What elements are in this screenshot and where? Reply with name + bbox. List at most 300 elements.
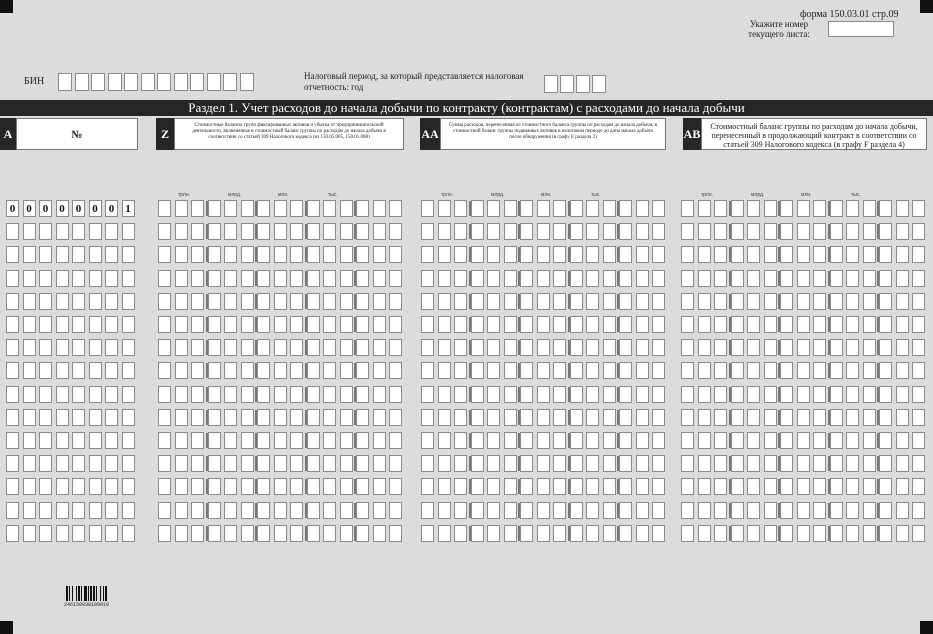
row-number-cell[interactable] [72, 362, 85, 379]
amount-cell-aa[interactable] [487, 293, 500, 310]
amount-cell-ab[interactable] [846, 502, 859, 519]
amount-cell-aa[interactable] [537, 270, 550, 287]
amount-cell-ab[interactable] [698, 223, 711, 240]
row-number-cell[interactable] [89, 455, 102, 472]
amount-cell-aa[interactable] [652, 339, 665, 356]
amount-cell-z[interactable] [241, 409, 254, 426]
amount-cell-aa[interactable] [603, 386, 616, 403]
amount-cell-aa[interactable] [537, 362, 550, 379]
amount-cell-aa[interactable] [570, 200, 583, 217]
amount-cell-ab[interactable] [797, 200, 810, 217]
row-number-cell[interactable] [105, 455, 118, 472]
amount-cell-z[interactable] [158, 409, 171, 426]
amount-cell-aa[interactable] [421, 362, 434, 379]
amount-cell-aa[interactable] [421, 432, 434, 449]
amount-cell-z[interactable] [307, 316, 320, 333]
amount-cell-ab[interactable] [813, 432, 826, 449]
amount-cell-aa[interactable] [636, 362, 649, 379]
amount-cell-aa[interactable] [487, 223, 500, 240]
amount-cell-ab[interactable] [863, 316, 876, 333]
amount-cell-ab[interactable] [698, 200, 711, 217]
amount-cell-z[interactable] [257, 386, 270, 403]
amount-cell-z[interactable] [356, 432, 369, 449]
amount-cell-aa[interactable] [454, 362, 467, 379]
amount-cell-z[interactable] [356, 362, 369, 379]
amount-cell-ab[interactable] [813, 455, 826, 472]
amount-cell-ab[interactable] [698, 339, 711, 356]
amount-cell-ab[interactable] [747, 246, 760, 263]
amount-cell-ab[interactable] [780, 270, 793, 287]
amount-cell-z[interactable] [274, 362, 287, 379]
amount-cell-z[interactable] [323, 316, 336, 333]
amount-cell-aa[interactable] [454, 478, 467, 495]
amount-cell-z[interactable] [274, 455, 287, 472]
row-number-cell[interactable] [23, 525, 36, 542]
amount-cell-ab[interactable] [896, 270, 909, 287]
amount-cell-z[interactable] [241, 316, 254, 333]
amount-cell-ab[interactable] [780, 409, 793, 426]
amount-cell-ab[interactable] [846, 316, 859, 333]
amount-cell-aa[interactable] [636, 293, 649, 310]
amount-cell-aa[interactable] [504, 502, 517, 519]
amount-cell-ab[interactable] [764, 362, 777, 379]
amount-cell-ab[interactable] [797, 478, 810, 495]
amount-cell-z[interactable] [191, 270, 204, 287]
amount-cell-z[interactable] [274, 478, 287, 495]
amount-cell-z[interactable] [224, 293, 237, 310]
amount-cell-z[interactable] [307, 339, 320, 356]
amount-cell-z[interactable] [389, 293, 402, 310]
row-number-cell[interactable] [105, 432, 118, 449]
amount-cell-ab[interactable] [764, 525, 777, 542]
amount-cell-aa[interactable] [471, 316, 484, 333]
amount-cell-z[interactable] [373, 339, 386, 356]
amount-cell-z[interactable] [257, 293, 270, 310]
row-number-cell[interactable] [72, 525, 85, 542]
amount-cell-z[interactable] [373, 223, 386, 240]
amount-cell-z[interactable] [323, 200, 336, 217]
amount-cell-ab[interactable] [764, 316, 777, 333]
amount-cell-aa[interactable] [487, 502, 500, 519]
amount-cell-aa[interactable] [603, 525, 616, 542]
amount-cell-ab[interactable] [830, 478, 843, 495]
page-number-field[interactable] [828, 21, 894, 37]
amount-cell-ab[interactable] [830, 293, 843, 310]
amount-cell-ab[interactable] [912, 270, 925, 287]
row-number-cell[interactable] [122, 478, 135, 495]
amount-cell-ab[interactable] [681, 455, 694, 472]
amount-cell-aa[interactable] [553, 432, 566, 449]
row-number-cell[interactable] [105, 246, 118, 263]
amount-cell-z[interactable] [389, 455, 402, 472]
amount-cell-aa[interactable] [454, 270, 467, 287]
amount-cell-aa[interactable] [652, 293, 665, 310]
amount-cell-ab[interactable] [714, 293, 727, 310]
amount-cell-ab[interactable] [830, 200, 843, 217]
amount-cell-aa[interactable] [603, 200, 616, 217]
amount-cell-z[interactable] [340, 316, 353, 333]
amount-cell-aa[interactable] [438, 362, 451, 379]
amount-cell-z[interactable] [175, 293, 188, 310]
amount-cell-ab[interactable] [714, 525, 727, 542]
row-number-cell[interactable] [23, 270, 36, 287]
amount-cell-ab[interactable] [731, 525, 744, 542]
amount-cell-z[interactable] [389, 316, 402, 333]
amount-cell-aa[interactable] [570, 223, 583, 240]
amount-cell-ab[interactable] [698, 386, 711, 403]
amount-cell-z[interactable] [175, 386, 188, 403]
amount-cell-ab[interactable] [896, 200, 909, 217]
amount-cell-ab[interactable] [912, 409, 925, 426]
amount-cell-z[interactable] [389, 200, 402, 217]
amount-cell-aa[interactable] [520, 223, 533, 240]
amount-cell-z[interactable] [175, 455, 188, 472]
amount-cell-ab[interactable] [780, 223, 793, 240]
amount-cell-aa[interactable] [636, 455, 649, 472]
amount-cell-aa[interactable] [537, 200, 550, 217]
amount-cell-aa[interactable] [471, 270, 484, 287]
amount-cell-z[interactable] [175, 502, 188, 519]
amount-cell-aa[interactable] [553, 386, 566, 403]
amount-cell-ab[interactable] [896, 386, 909, 403]
amount-cell-z[interactable] [307, 246, 320, 263]
amount-cell-aa[interactable] [619, 339, 632, 356]
amount-cell-ab[interactable] [813, 246, 826, 263]
amount-cell-aa[interactable] [421, 478, 434, 495]
amount-cell-z[interactable] [290, 455, 303, 472]
amount-cell-z[interactable] [290, 386, 303, 403]
row-number-cell[interactable] [105, 316, 118, 333]
amount-cell-z[interactable] [323, 339, 336, 356]
amount-cell-ab[interactable] [879, 478, 892, 495]
amount-cell-z[interactable] [241, 200, 254, 217]
amount-cell-ab[interactable] [879, 223, 892, 240]
amount-cell-aa[interactable] [487, 339, 500, 356]
row-number-cell[interactable] [56, 362, 69, 379]
bin-digit-cell[interactable] [207, 73, 221, 91]
bin-digit-cell[interactable] [157, 73, 171, 91]
amount-cell-aa[interactable] [636, 386, 649, 403]
amount-cell-z[interactable] [224, 525, 237, 542]
amount-cell-z[interactable] [290, 362, 303, 379]
amount-cell-ab[interactable] [764, 246, 777, 263]
row-number-cell[interactable] [105, 223, 118, 240]
amount-cell-z[interactable] [191, 339, 204, 356]
amount-cell-z[interactable] [356, 455, 369, 472]
amount-cell-ab[interactable] [764, 293, 777, 310]
row-number-cell[interactable] [39, 293, 52, 310]
row-number-cell[interactable] [39, 223, 52, 240]
amount-cell-z[interactable] [340, 386, 353, 403]
amount-cell-z[interactable] [241, 362, 254, 379]
amount-cell-ab[interactable] [797, 246, 810, 263]
amount-cell-z[interactable] [356, 316, 369, 333]
amount-cell-ab[interactable] [698, 246, 711, 263]
amount-cell-aa[interactable] [636, 223, 649, 240]
amount-cell-ab[interactable] [731, 478, 744, 495]
row-number-cell[interactable] [56, 270, 69, 287]
amount-cell-ab[interactable] [830, 455, 843, 472]
amount-cell-z[interactable] [323, 386, 336, 403]
amount-cell-z[interactable] [307, 409, 320, 426]
amount-cell-aa[interactable] [487, 316, 500, 333]
amount-cell-ab[interactable] [863, 246, 876, 263]
amount-cell-ab[interactable] [863, 362, 876, 379]
amount-cell-ab[interactable] [764, 339, 777, 356]
amount-cell-aa[interactable] [537, 525, 550, 542]
row-number-cell[interactable] [72, 316, 85, 333]
amount-cell-aa[interactable] [619, 270, 632, 287]
row-number-cell[interactable]: 0 [23, 200, 36, 217]
amount-cell-z[interactable] [208, 478, 221, 495]
amount-cell-aa[interactable] [438, 525, 451, 542]
amount-cell-z[interactable] [307, 432, 320, 449]
amount-cell-ab[interactable] [797, 316, 810, 333]
amount-cell-ab[interactable] [681, 270, 694, 287]
amount-cell-z[interactable] [241, 293, 254, 310]
amount-cell-aa[interactable] [421, 246, 434, 263]
amount-cell-ab[interactable] [780, 455, 793, 472]
amount-cell-aa[interactable] [570, 293, 583, 310]
amount-cell-z[interactable] [158, 432, 171, 449]
amount-cell-ab[interactable] [731, 270, 744, 287]
row-number-cell[interactable] [72, 455, 85, 472]
amount-cell-ab[interactable] [747, 478, 760, 495]
row-number-cell[interactable] [39, 478, 52, 495]
amount-cell-aa[interactable] [652, 525, 665, 542]
row-number-cell[interactable] [56, 223, 69, 240]
amount-cell-z[interactable] [373, 362, 386, 379]
amount-cell-z[interactable] [356, 246, 369, 263]
amount-cell-aa[interactable] [553, 316, 566, 333]
amount-cell-ab[interactable] [681, 432, 694, 449]
amount-cell-z[interactable] [373, 316, 386, 333]
amount-cell-z[interactable] [340, 455, 353, 472]
amount-cell-aa[interactable] [471, 525, 484, 542]
amount-cell-ab[interactable] [912, 386, 925, 403]
amount-cell-z[interactable] [208, 246, 221, 263]
amount-cell-aa[interactable] [603, 270, 616, 287]
amount-cell-aa[interactable] [454, 432, 467, 449]
amount-cell-z[interactable] [158, 339, 171, 356]
row-number-cell[interactable] [6, 432, 19, 449]
amount-cell-ab[interactable] [912, 502, 925, 519]
row-number-cell[interactable] [122, 223, 135, 240]
amount-cell-aa[interactable] [487, 362, 500, 379]
amount-cell-z[interactable] [323, 525, 336, 542]
amount-cell-ab[interactable] [846, 246, 859, 263]
row-number-cell[interactable] [23, 223, 36, 240]
amount-cell-aa[interactable] [454, 316, 467, 333]
amount-cell-z[interactable] [208, 409, 221, 426]
amount-cell-z[interactable] [208, 362, 221, 379]
amount-cell-ab[interactable] [731, 316, 744, 333]
amount-cell-ab[interactable] [747, 455, 760, 472]
amount-cell-z[interactable] [389, 386, 402, 403]
row-number-cell[interactable] [56, 432, 69, 449]
amount-cell-z[interactable] [257, 525, 270, 542]
row-number-cell[interactable] [6, 455, 19, 472]
amount-cell-z[interactable] [175, 432, 188, 449]
amount-cell-ab[interactable] [813, 362, 826, 379]
row-number-cell[interactable] [6, 223, 19, 240]
amount-cell-ab[interactable] [698, 502, 711, 519]
amount-cell-z[interactable] [340, 339, 353, 356]
amount-cell-z[interactable] [224, 200, 237, 217]
amount-cell-ab[interactable] [780, 316, 793, 333]
amount-cell-z[interactable] [208, 432, 221, 449]
amount-cell-ab[interactable] [863, 339, 876, 356]
amount-cell-z[interactable] [274, 432, 287, 449]
amount-cell-z[interactable] [373, 502, 386, 519]
amount-cell-ab[interactable] [846, 339, 859, 356]
amount-cell-z[interactable] [274, 293, 287, 310]
amount-cell-z[interactable] [175, 270, 188, 287]
amount-cell-aa[interactable] [553, 362, 566, 379]
amount-cell-ab[interactable] [698, 432, 711, 449]
row-number-cell[interactable] [56, 455, 69, 472]
amount-cell-aa[interactable] [421, 200, 434, 217]
amount-cell-aa[interactable] [652, 270, 665, 287]
row-number-cell[interactable] [105, 409, 118, 426]
amount-cell-aa[interactable] [471, 339, 484, 356]
amount-cell-z[interactable] [175, 223, 188, 240]
amount-cell-ab[interactable] [780, 362, 793, 379]
amount-cell-ab[interactable] [747, 409, 760, 426]
amount-cell-z[interactable] [241, 270, 254, 287]
amount-cell-ab[interactable] [813, 200, 826, 217]
amount-cell-aa[interactable] [537, 316, 550, 333]
amount-cell-aa[interactable] [537, 478, 550, 495]
row-number-cell[interactable] [122, 339, 135, 356]
amount-cell-aa[interactable] [487, 525, 500, 542]
amount-cell-z[interactable] [257, 409, 270, 426]
amount-cell-aa[interactable] [537, 432, 550, 449]
amount-cell-z[interactable] [307, 223, 320, 240]
amount-cell-ab[interactable] [846, 293, 859, 310]
amount-cell-ab[interactable] [681, 409, 694, 426]
amount-cell-aa[interactable] [487, 432, 500, 449]
amount-cell-ab[interactable] [764, 432, 777, 449]
amount-cell-z[interactable] [389, 223, 402, 240]
amount-cell-aa[interactable] [652, 386, 665, 403]
amount-cell-ab[interactable] [747, 432, 760, 449]
amount-cell-ab[interactable] [797, 386, 810, 403]
amount-cell-z[interactable] [241, 502, 254, 519]
amount-cell-ab[interactable] [896, 339, 909, 356]
amount-cell-aa[interactable] [537, 386, 550, 403]
amount-cell-aa[interactable] [636, 270, 649, 287]
amount-cell-z[interactable] [356, 386, 369, 403]
row-number-cell[interactable] [122, 386, 135, 403]
amount-cell-z[interactable] [290, 223, 303, 240]
amount-cell-z[interactable] [307, 502, 320, 519]
amount-cell-aa[interactable] [603, 502, 616, 519]
amount-cell-aa[interactable] [570, 386, 583, 403]
row-number-cell[interactable] [6, 478, 19, 495]
amount-cell-aa[interactable] [586, 432, 599, 449]
amount-cell-ab[interactable] [863, 386, 876, 403]
amount-cell-aa[interactable] [471, 432, 484, 449]
year-digit-cell[interactable] [576, 75, 590, 93]
amount-cell-aa[interactable] [520, 316, 533, 333]
amount-cell-ab[interactable] [731, 502, 744, 519]
amount-cell-ab[interactable] [912, 246, 925, 263]
amount-cell-aa[interactable] [520, 455, 533, 472]
amount-cell-aa[interactable] [636, 246, 649, 263]
row-number-cell[interactable] [6, 386, 19, 403]
amount-cell-ab[interactable] [879, 502, 892, 519]
row-number-cell[interactable] [23, 432, 36, 449]
amount-cell-ab[interactable] [879, 339, 892, 356]
amount-cell-ab[interactable] [846, 362, 859, 379]
amount-cell-aa[interactable] [520, 386, 533, 403]
amount-cell-z[interactable] [274, 386, 287, 403]
row-number-cell[interactable] [89, 432, 102, 449]
amount-cell-ab[interactable] [896, 293, 909, 310]
amount-cell-z[interactable] [356, 270, 369, 287]
amount-cell-z[interactable] [191, 386, 204, 403]
amount-cell-aa[interactable] [421, 502, 434, 519]
row-number-cell[interactable] [6, 525, 19, 542]
row-number-cell[interactable] [56, 339, 69, 356]
amount-cell-aa[interactable] [636, 432, 649, 449]
row-number-cell[interactable] [6, 362, 19, 379]
row-number-cell[interactable] [89, 362, 102, 379]
amount-cell-z[interactable] [274, 316, 287, 333]
row-number-cell[interactable] [89, 525, 102, 542]
amount-cell-z[interactable] [356, 293, 369, 310]
row-number-cell[interactable] [72, 478, 85, 495]
amount-cell-z[interactable] [290, 432, 303, 449]
amount-cell-ab[interactable] [896, 478, 909, 495]
amount-cell-aa[interactable] [570, 432, 583, 449]
amount-cell-ab[interactable] [681, 339, 694, 356]
amount-cell-aa[interactable] [471, 502, 484, 519]
amount-cell-aa[interactable] [421, 316, 434, 333]
amount-cell-aa[interactable] [438, 200, 451, 217]
year-digit-cell[interactable] [560, 75, 574, 93]
amount-cell-ab[interactable] [714, 432, 727, 449]
amount-cell-ab[interactable] [879, 455, 892, 472]
amount-cell-z[interactable] [224, 386, 237, 403]
amount-cell-aa[interactable] [652, 316, 665, 333]
amount-cell-ab[interactable] [846, 525, 859, 542]
amount-cell-ab[interactable] [780, 386, 793, 403]
amount-cell-aa[interactable] [553, 339, 566, 356]
amount-cell-ab[interactable] [896, 316, 909, 333]
amount-cell-aa[interactable] [603, 409, 616, 426]
amount-cell-z[interactable] [274, 223, 287, 240]
amount-cell-z[interactable] [356, 223, 369, 240]
amount-cell-ab[interactable] [813, 386, 826, 403]
amount-cell-ab[interactable] [681, 316, 694, 333]
row-number-cell[interactable] [122, 432, 135, 449]
amount-cell-z[interactable] [224, 432, 237, 449]
amount-cell-ab[interactable] [830, 339, 843, 356]
amount-cell-aa[interactable] [553, 246, 566, 263]
amount-cell-z[interactable] [356, 200, 369, 217]
amount-cell-z[interactable] [257, 246, 270, 263]
amount-cell-z[interactable] [290, 502, 303, 519]
amount-cell-ab[interactable] [681, 478, 694, 495]
row-number-cell[interactable] [105, 525, 118, 542]
amount-cell-ab[interactable] [879, 432, 892, 449]
amount-cell-z[interactable] [158, 525, 171, 542]
amount-cell-z[interactable] [373, 455, 386, 472]
amount-cell-z[interactable] [389, 339, 402, 356]
row-number-cell[interactable] [39, 270, 52, 287]
